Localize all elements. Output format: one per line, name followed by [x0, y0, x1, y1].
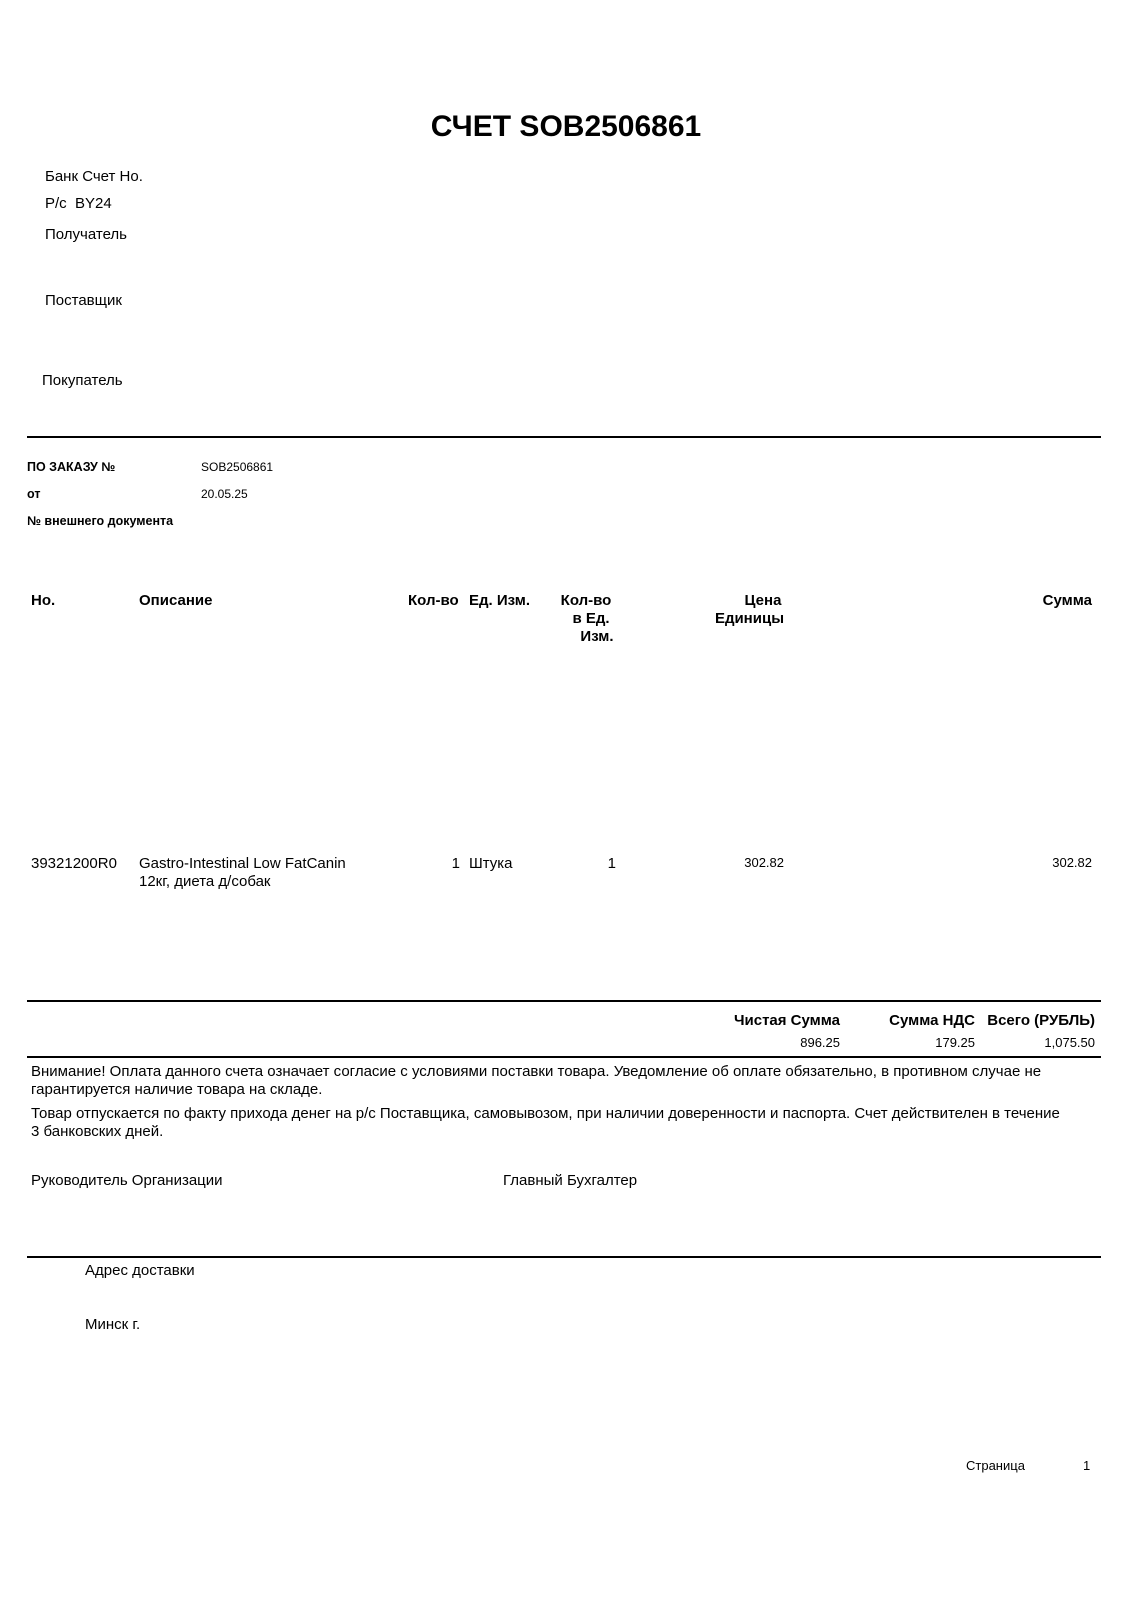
divider-totals-top — [27, 1000, 1101, 1002]
director-signature-label: Руководитель Организации — [31, 1172, 223, 1189]
rs-value: BY24 — [75, 195, 112, 212]
col-header-qty-unit-line2: в Ед. — [572, 610, 610, 627]
col-header-price-line2: Единицы — [714, 610, 784, 627]
row-item-no: 39321200R0 — [31, 855, 117, 872]
vat-amount-value: 179.25 — [935, 1035, 975, 1050]
external-doc-label: № внешнего документа — [27, 514, 174, 528]
invoice-title: СЧЕТ SOB2506861 — [430, 110, 702, 143]
order-number-label: ПО ЗАКАЗУ № — [27, 460, 116, 474]
col-header-amount: Сумма — [1042, 592, 1092, 609]
recipient-label: Получатель — [45, 226, 127, 243]
col-header-qty-unit-line1: Кол-во — [560, 592, 612, 609]
page-number: 1 — [1083, 1458, 1091, 1473]
col-header-no: Но. — [31, 592, 56, 609]
total-amount-label: Всего (РУБЛЬ) — [987, 1012, 1095, 1029]
row-item-price: 302.82 — [744, 855, 784, 870]
supplier-label: Поставщик — [45, 292, 122, 309]
row-item-description-line2: 12кг, диета д/собак — [139, 873, 271, 890]
delivery-address-label: Адрес доставки — [85, 1262, 195, 1279]
row-item-unit: Штука — [469, 855, 513, 872]
row-item-qty: 1 — [451, 855, 460, 872]
order-number-value: SOB2506861 — [201, 460, 274, 474]
order-date-value: 20.05.25 — [201, 487, 248, 501]
divider-totals-bottom — [27, 1056, 1101, 1058]
divider-top — [27, 436, 1101, 438]
page-label: Страница — [966, 1458, 1025, 1473]
col-header-description: Описание — [139, 592, 213, 609]
net-amount-value: 896.25 — [800, 1035, 840, 1050]
row-item-amount: 302.82 — [1052, 855, 1092, 870]
net-amount-label: Чистая Сумма — [733, 1012, 840, 1029]
row-item-description-line1: Gastro-Intestinal Low FatCanin — [139, 855, 346, 872]
row-item-qty-unit: 1 — [607, 855, 616, 872]
buyer-label: Покупатель — [42, 372, 123, 389]
col-header-qty: Кол-во — [408, 592, 459, 609]
col-header-unit: Ед. Изм. — [469, 592, 530, 609]
total-amount-value: 1,075.50 — [1044, 1035, 1095, 1050]
col-header-qty-unit-line3: Изм. — [580, 628, 614, 645]
release-terms-notice: Товар отпускается по факту прихода денег на р/с Поставщика, самовывозом, при наличии доверенности и паспорта. Счет действителен в течение 3 банковских дней. — [31, 1105, 1060, 1140]
order-date-label: от — [27, 487, 41, 501]
divider-delivery — [27, 1256, 1101, 1258]
vat-amount-label: Сумма НДС — [889, 1012, 975, 1029]
col-header-price-line1: Цена — [744, 592, 782, 609]
payment-notice: Внимание! Оплата данного счета означает согласие с условиями поставки товара. Уведомление об оплате обязательно, в противном случае не гарантируется наличие товара на складе. — [31, 1063, 1042, 1098]
accountant-signature-label: Главный Бухгалтер — [503, 1172, 638, 1189]
delivery-city: Минск г. — [85, 1316, 141, 1333]
bank-account-label: Банк Счет Но. — [45, 168, 143, 185]
rs-label: Р/с — [45, 195, 67, 212]
